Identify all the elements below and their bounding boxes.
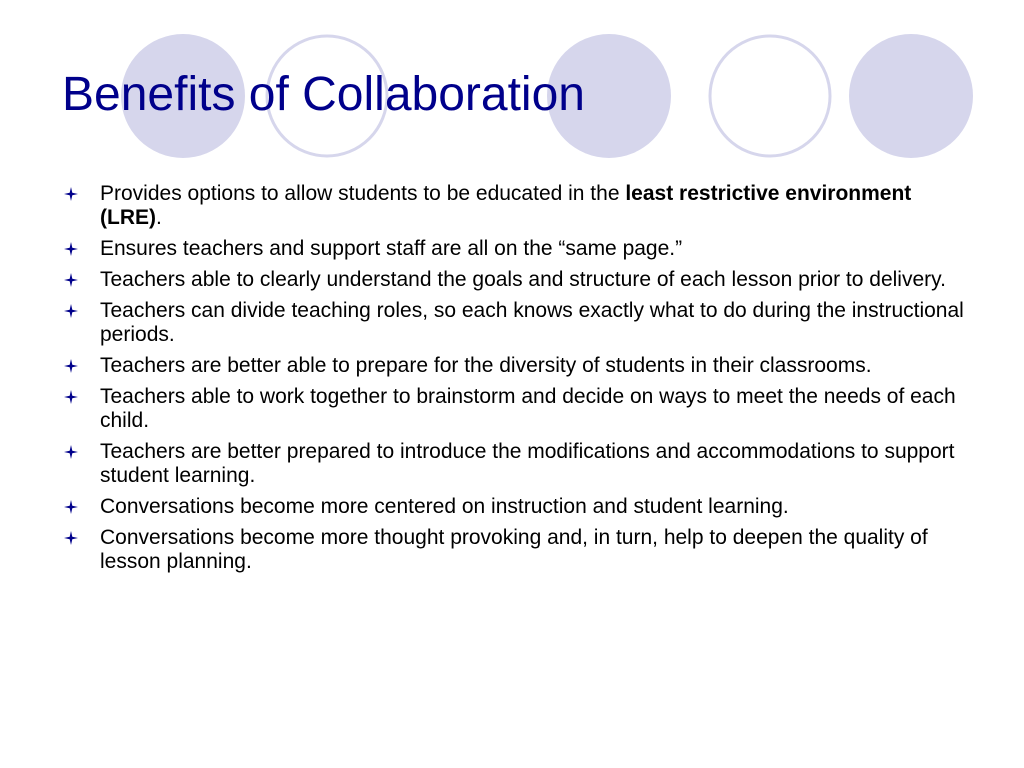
four-point-star-icon <box>64 237 82 261</box>
four-point-star-icon <box>64 299 82 323</box>
decor-circle-filled-3 <box>849 34 973 158</box>
bullet-item-thought-provoking <box>64 526 964 574</box>
bullet-item-same-page <box>64 237 964 261</box>
bullet-text: Teachers able to work together to brainstorm and decide on ways to meet the needs of each child. <box>100 385 956 432</box>
bullet-item-goals <box>64 268 964 292</box>
bullet-item-diversity <box>64 354 964 378</box>
bullet-item-roles <box>64 299 964 347</box>
slide-title: Benefits of Collaboration <box>62 68 585 121</box>
bullet-item-brainstorm <box>64 385 964 433</box>
bullet-text: Ensures teachers and support staff are all on the “same page.” <box>100 237 683 260</box>
bullet-text-end: . <box>156 206 162 229</box>
bullet-text: Teachers are better prepared to introduce the modifications and accommodations to support student learning. <box>100 440 955 487</box>
bullet-item-centered <box>64 495 964 519</box>
four-point-star-icon <box>64 268 82 292</box>
four-point-star-icon <box>64 440 82 464</box>
four-point-star-icon <box>64 182 82 206</box>
bullet-text: Teachers are better able to prepare for the diversity of students in their classrooms. <box>100 354 872 377</box>
bullet-item-lre <box>64 182 964 230</box>
four-point-star-icon <box>64 495 82 519</box>
bullet-item-modifications <box>64 440 964 488</box>
decor-circle-outline-2 <box>710 36 830 156</box>
bullet-text: Teachers able to clearly understand the goals and structure of each lesson prior to delivery. <box>100 268 946 291</box>
four-point-star-icon <box>64 385 82 409</box>
four-point-star-icon <box>64 526 82 550</box>
bullet-text: Provides options to allow students to be educated in the <box>100 182 626 205</box>
bullet-text: Teachers can divide teaching roles, so each knows exactly what to do during the instructional periods. <box>100 299 964 346</box>
bullet-text: Conversations become more centered on instruction and student learning. <box>100 495 789 518</box>
four-point-star-icon <box>64 354 82 378</box>
bullet-list <box>64 182 964 581</box>
bullet-text: Conversations become more thought provoking and, in turn, help to deepen the quality of lesson planning. <box>100 526 928 573</box>
bullet-bold-text: least restrictive environment (LRE) <box>100 182 912 229</box>
